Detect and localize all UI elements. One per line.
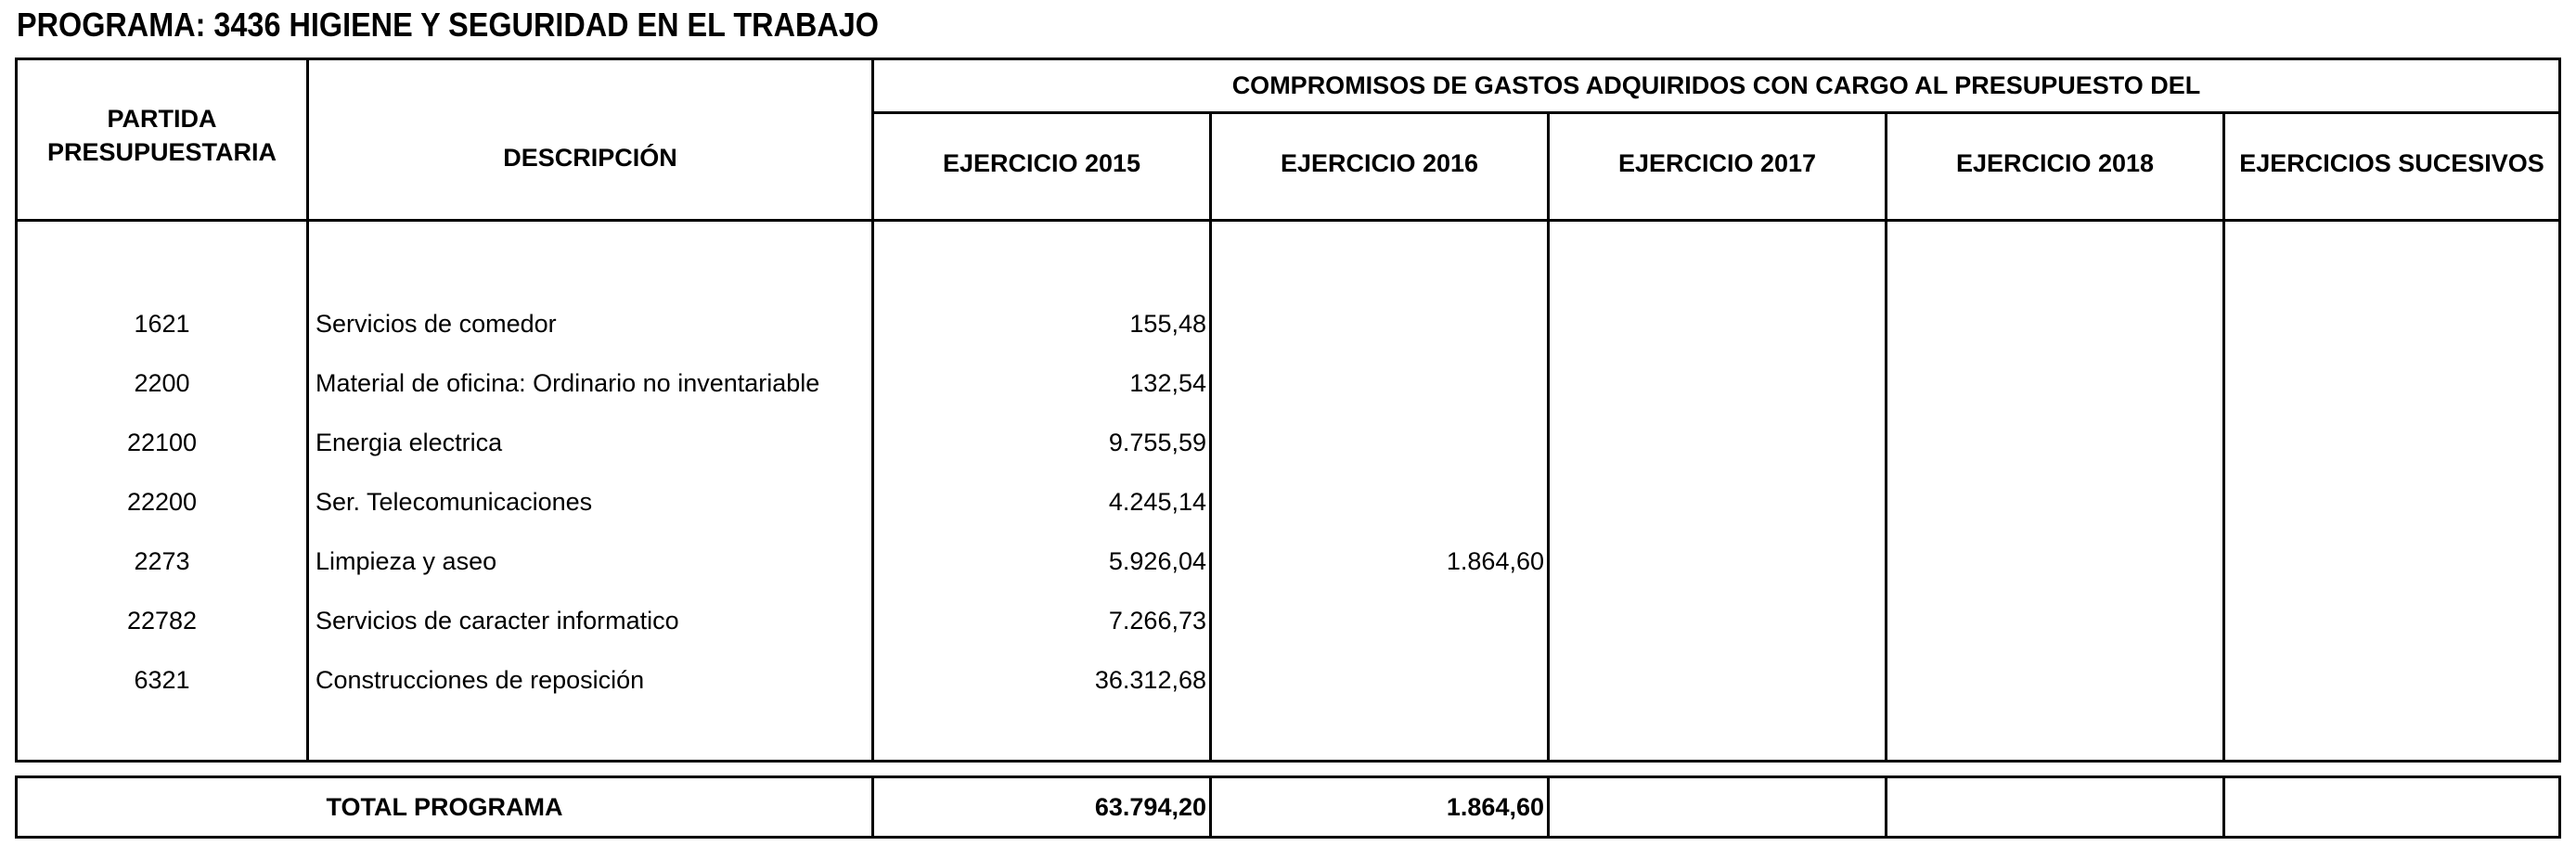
amount-2016-cell <box>1212 602 1544 639</box>
descripcion-cell: Material de oficina: Ordinario no inventariable <box>316 369 820 397</box>
amount-2015-cell: 7.266,73 <box>1108 607 1206 634</box>
header-partida <box>18 102 306 169</box>
descripcion-cell: Servicios de caracter informatico <box>316 607 679 634</box>
amount-2016-cell: 1.864,60 <box>1446 547 1544 575</box>
amount-2016-cell <box>1212 483 1544 520</box>
partida-cell: 6321 <box>134 666 190 694</box>
page-title: PROGRAMA: 3436 HIGIENE Y SEGURIDAD EN EL TRABAJO <box>17 6 879 44</box>
partida-cell: 22200 <box>126 488 198 516</box>
col-divider <box>1885 776 1887 839</box>
header-partida-line1: PARTIDA <box>107 105 217 133</box>
amount-2016-cell <box>1212 305 1544 342</box>
header-ejercicio-2015: EJERCICIO 2015 <box>942 149 1141 177</box>
descripcion-cell: Construcciones de reposición <box>316 666 645 694</box>
amount-2015-cell: 155,48 <box>1129 310 1206 338</box>
partida-cell: 2273 <box>134 547 190 575</box>
partida-cell: 2200 <box>134 369 190 397</box>
descripcion-cell: Energia electrica <box>316 429 503 456</box>
descripcion-cell: Limpieza y aseo <box>316 547 497 575</box>
partida-cell: 22100 <box>126 429 198 456</box>
amount-2015-cell: 5.926,04 <box>1108 547 1206 575</box>
amount-2016-cell <box>1212 365 1544 402</box>
amount-2015-cell: 132,54 <box>1129 369 1206 397</box>
header-ejercicio-2016: EJERCICIO 2016 <box>1280 149 1479 177</box>
total-2015: 63.794,20 <box>1094 793 1206 821</box>
partida-cell: 1621 <box>134 310 190 338</box>
descripcion-cell: Ser. Telecomunicaciones <box>316 488 593 516</box>
header-compromisos: COMPROMISOS DE GASTOS ADQUIRIDOS CON CARGO AL PRESUPUESTO DEL <box>1231 71 2201 99</box>
col-divider <box>1547 111 1550 763</box>
header-ejercicio-2018: EJERCICIO 2018 <box>1955 149 2155 177</box>
amount-2015-cell: 9.755,59 <box>1108 429 1206 456</box>
col-divider <box>2222 111 2225 763</box>
col-divider <box>2222 776 2225 839</box>
amount-2016-cell <box>1212 661 1544 699</box>
total-label: TOTAL PROGRAMA <box>326 793 563 821</box>
row-divider <box>15 219 2561 222</box>
col-divider <box>1885 111 1887 763</box>
col-divider <box>1547 776 1550 839</box>
total-2016: 1.864,60 <box>1446 793 1544 821</box>
descripcion-cell: Servicios de comedor <box>316 310 557 338</box>
header-ejercicios-sucesivos: EJERCICIOS SUCESIVOS <box>2239 149 2544 177</box>
amount-2015-cell: 4.245,14 <box>1108 488 1206 516</box>
amount-2016-cell <box>1212 424 1544 461</box>
amount-2015-cell: 36.312,68 <box>1094 666 1206 694</box>
row-divider <box>871 111 2561 114</box>
header-descripcion: DESCRIPCIÓN <box>503 144 677 172</box>
header-partida-line2: PRESUPUESTARIA <box>46 138 277 166</box>
header-ejercicio-2017: EJERCICIO 2017 <box>1617 149 1817 177</box>
partida-cell: 22782 <box>126 607 198 634</box>
